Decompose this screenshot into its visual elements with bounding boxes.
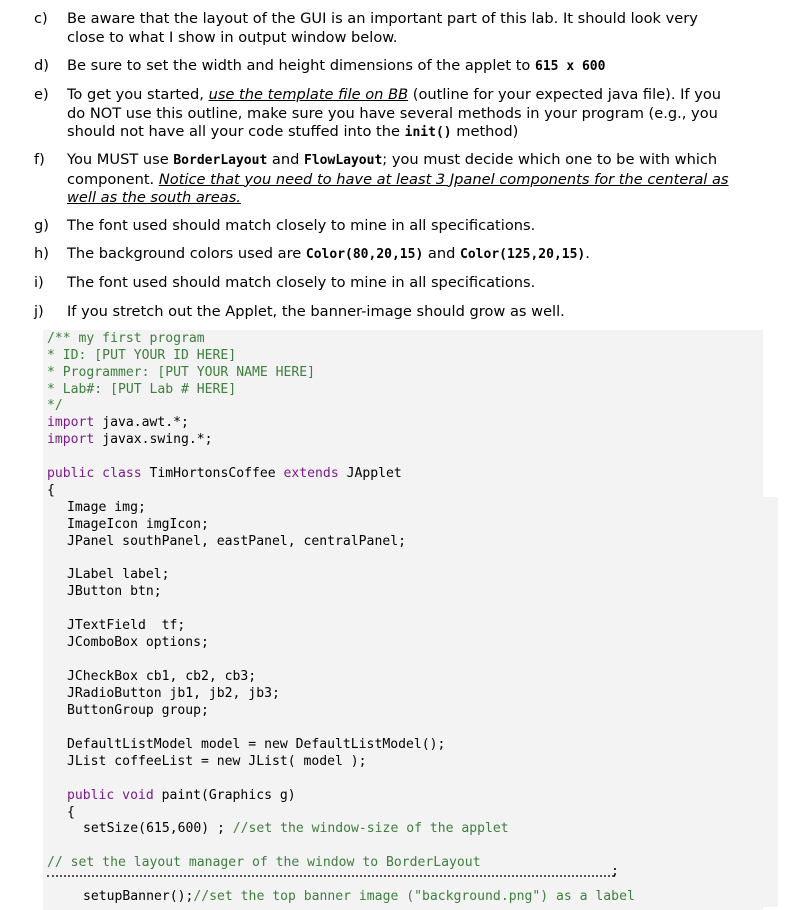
code-inline: FlowLayout xyxy=(304,153,383,168)
item-text: Be sure to set the width and height dimensions of the applet to xyxy=(67,57,536,74)
item-label: f) xyxy=(34,151,45,168)
item-text-line: close to what I show in output window below. xyxy=(67,28,398,46)
code-comment: * Lab#: [PUT Lab # HERE] xyxy=(47,382,237,397)
item-text: ; you must decide which one to be with which xyxy=(382,151,718,168)
code-field: JTextField tf; xyxy=(67,618,186,633)
code-field: JComboBox options; xyxy=(67,635,209,650)
code-class-decl: public class TimHortonsCoffee extends JApplet xyxy=(47,466,402,481)
item-label: h) xyxy=(34,245,49,262)
code-import: import javax.swing.*; xyxy=(47,432,213,447)
item-text-line: Be aware that the layout of the GUI is an important part of this lab. It should look very xyxy=(67,10,698,27)
item-text: method) xyxy=(451,123,519,140)
code-comment: /** my first program xyxy=(47,331,205,346)
emphasis-text: well as the south areas. xyxy=(67,189,241,206)
code-inline: BorderLayout xyxy=(173,153,268,168)
code-field: JButton btn; xyxy=(67,584,162,599)
item-text: To get you started, xyxy=(67,86,209,103)
code-comment: * Programmer: [PUT YOUR NAME HERE] xyxy=(47,365,316,380)
code-field: JPanel southPanel, eastPanel, centralPanel; xyxy=(67,534,406,549)
item-text: component. xyxy=(67,170,159,188)
code-method-decl: public void paint(Graphics g) xyxy=(67,788,296,803)
code-brace: { xyxy=(47,483,55,498)
item-label: j) xyxy=(34,303,44,320)
code-field: DefaultListModel model = new DefaultListModel(); xyxy=(67,737,446,752)
item-text: should not have all your code stuffed into the xyxy=(67,123,405,140)
code-field: JLabel label; xyxy=(67,567,170,582)
code-inline: 615 x 600 xyxy=(535,59,606,74)
template-link[interactable]: use the template file on BB xyxy=(208,86,409,103)
item-text: If you stretch out the Applet, the banner-image should grow as well. xyxy=(67,303,565,320)
code-import: import java.awt.*; xyxy=(47,415,189,430)
code-field: ButtonGroup group; xyxy=(67,703,209,718)
code-field: JRadioButton jb1, jb2, jb3; xyxy=(67,686,280,701)
item-text: The background colors used are xyxy=(67,245,306,262)
code-comment: * ID: [PUT YOUR ID HERE] xyxy=(47,348,237,363)
code-inline: init() xyxy=(404,125,452,140)
item-label: g) xyxy=(34,217,49,234)
emphasis-text: Notice that you need to have at least 3 Jpanel components for the centeral as xyxy=(158,170,729,188)
fill-in-blank-line xyxy=(47,875,614,877)
item-text: (outline for your expected java file). If you xyxy=(408,86,722,103)
item-label: d) xyxy=(34,57,49,74)
code-field: JCheckBox cb1, cb2, cb3; xyxy=(67,669,257,684)
code-semicolon: ; xyxy=(611,864,619,879)
code-statement: setSize(615,600) ; //set the window-size of the applet xyxy=(83,821,509,836)
code-inline: Color(80,20,15) xyxy=(305,247,424,262)
code-field: JList coffeeList = new JList( model ); xyxy=(67,754,367,769)
item-text: You MUST use xyxy=(67,151,174,168)
item-label: i) xyxy=(34,274,44,291)
item-label: e) xyxy=(34,86,49,103)
item-text: The font used should match closely to mine in all specifications. xyxy=(67,274,536,291)
item-label: c) xyxy=(34,10,48,27)
item-text: and xyxy=(423,245,461,262)
code-field: Image img; xyxy=(67,500,146,515)
code-field: ImageIcon imgIcon; xyxy=(67,517,209,532)
code-statement: setupBanner();//set the top banner image ("background.png") as a label xyxy=(83,889,635,904)
code-inline: Color(125,20,15) xyxy=(460,247,586,262)
code-comment: */ xyxy=(47,398,63,413)
item-text: and xyxy=(267,151,305,168)
item-text: . xyxy=(585,245,590,262)
code-comment: // set the layout manager of the window to BorderLayout xyxy=(47,855,481,870)
item-text: The font used should match closely to mine in all specifications. xyxy=(67,217,536,234)
code-brace: { xyxy=(67,805,75,820)
code-block-edge xyxy=(763,497,778,907)
item-text-line: do NOT use this outline, make sure you have several methods in your program (e.g., you xyxy=(67,104,718,122)
